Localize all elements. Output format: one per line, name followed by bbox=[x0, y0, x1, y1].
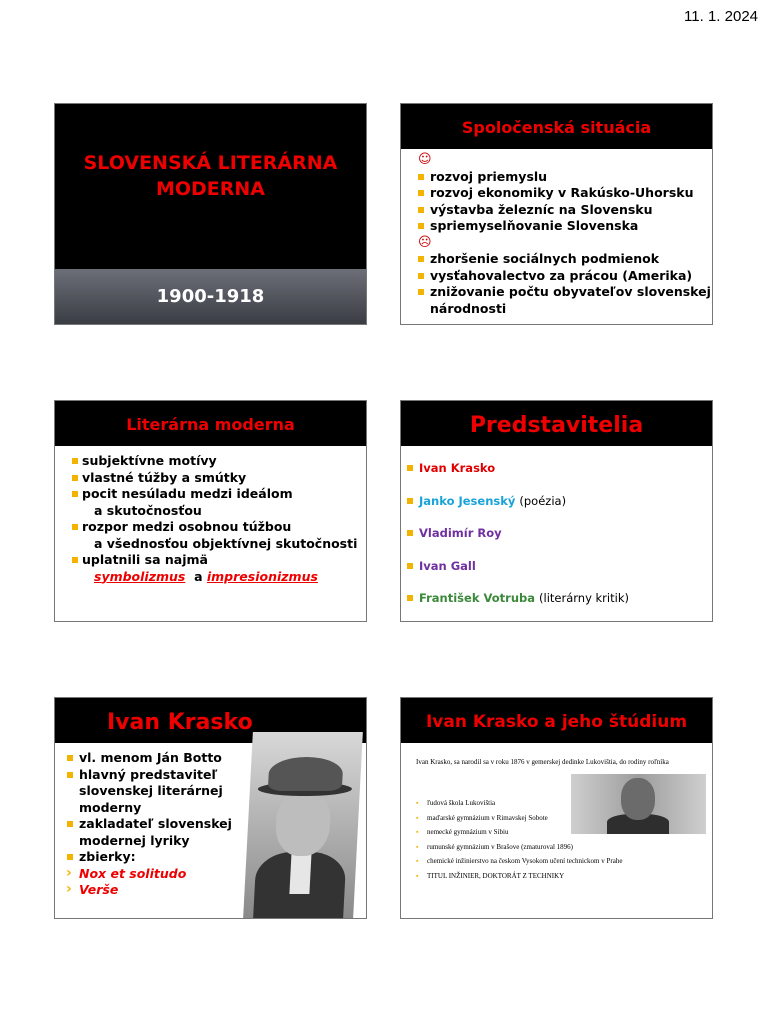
list-item: subjektívne motívy bbox=[70, 453, 366, 470]
list-item: vl. menom Ján Botto bbox=[65, 750, 240, 767]
representative-item bbox=[405, 460, 712, 477]
list-item: rozpor medzi osobnou túžbou bbox=[70, 519, 366, 536]
representative-name: František Votruba bbox=[419, 591, 535, 605]
slide-representatives bbox=[400, 400, 713, 622]
page-date: 11. 1. 2024 bbox=[684, 8, 758, 25]
representative-item bbox=[405, 525, 712, 542]
collection-item: › Nox et solitudo bbox=[65, 866, 240, 883]
representative-name: Ivan Gall bbox=[419, 558, 476, 573]
slide-education bbox=[400, 697, 713, 919]
list-item-continuation: a skutočnosťou bbox=[94, 502, 202, 518]
representative-item bbox=[405, 493, 712, 510]
representative-item bbox=[405, 558, 712, 575]
impressionism-link: impresionizmus bbox=[206, 568, 318, 584]
list-item: uplatnili sa najmä bbox=[70, 552, 366, 569]
portrait-photo bbox=[243, 732, 363, 918]
list-item: rozvoj ekonomiky v Rakúsko-Uhorsku bbox=[416, 185, 712, 202]
slide-title bbox=[54, 103, 367, 325]
list-item-styles: symbolizmus a impresionizmus bbox=[94, 568, 318, 584]
list-item-continuation: a všednosťou objektívnej skutočnosti bbox=[94, 535, 358, 551]
representative-item bbox=[405, 590, 712, 607]
list-item: vlastné túžby a smútky bbox=[70, 470, 366, 487]
representative-name: Ivan Krasko bbox=[419, 461, 496, 475]
list-item: výstavba železníc na Slovensku bbox=[416, 202, 712, 219]
list-item: ▪ rumunské gymnázium v Brašove (zmaturoval 1896) bbox=[416, 840, 706, 855]
slide-title-years: 1900-1918 bbox=[55, 269, 366, 324]
list-item: ▪ TITUL INŽINIER, DOKTORÁT Z TECHNIKY bbox=[416, 869, 706, 884]
slide-ivan-krasko bbox=[54, 697, 367, 919]
smiley-icon: ☺ bbox=[418, 152, 432, 167]
slide-literary-modernism bbox=[54, 400, 367, 622]
list-item: rozvoj priemyslu bbox=[416, 169, 712, 186]
list-item: zhoršenie sociálnych podmienok bbox=[416, 251, 712, 268]
slide-social-situation bbox=[400, 103, 713, 325]
list-item: ▪ ľudová škola Lukovištia bbox=[416, 796, 706, 811]
list-item: pocit nesúladu medzi ideálom bbox=[70, 486, 366, 503]
symbolism-link: symbolizmus bbox=[94, 568, 186, 584]
list-item: zbierky: bbox=[65, 849, 240, 866]
representative-note: (poézia) bbox=[519, 493, 567, 508]
list-item: spriemyselňovanie Slovenska bbox=[416, 218, 712, 235]
representative-name: Vladimír Roy bbox=[419, 526, 502, 540]
list-item: vysťahovalectvo za prácou (Amerika) bbox=[416, 268, 712, 285]
slide-heading: Literárna moderna bbox=[55, 401, 366, 446]
list-item: ▪ maďarské gymnázium v Rimavskej Sobote bbox=[416, 811, 706, 826]
collection-item: › Verše bbox=[65, 882, 240, 899]
slide-heading: Spoločenská situácia bbox=[401, 104, 712, 149]
intro-text: Ivan Krasko, sa narodil sa v roku 1876 v gemerskej dedinke Lukovištia, do rodiny roľníka bbox=[416, 758, 669, 766]
representative-note: (literárny kritik) bbox=[539, 591, 629, 605]
slide-title-heading: SLOVENSKÁ LITERÁRNA MODERNA bbox=[83, 152, 338, 200]
list-item: znižovanie počtu obyvateľov slovenskej národnosti bbox=[416, 284, 712, 317]
list-item: zakladateľ slovenskej modernej lyriky bbox=[65, 816, 240, 849]
slide-heading: Ivan Krasko a jeho štúdium bbox=[401, 698, 712, 743]
list-item: hlavný predstaviteľ slovenskej literárnej moderny bbox=[65, 767, 240, 817]
frown-icon: ☹ bbox=[418, 234, 432, 250]
representative-name: Janko Jesenský bbox=[419, 493, 516, 508]
list-item: ▪ nemecké gymnázium v Sibiu bbox=[416, 825, 706, 840]
slide-heading: Predstavitelia bbox=[401, 401, 712, 446]
list-item: ▪ chemické inžinierstvo na českom Vysokom učení technickom v Prahe bbox=[416, 854, 706, 869]
slide-heading: Ivan Krasko bbox=[55, 698, 366, 743]
